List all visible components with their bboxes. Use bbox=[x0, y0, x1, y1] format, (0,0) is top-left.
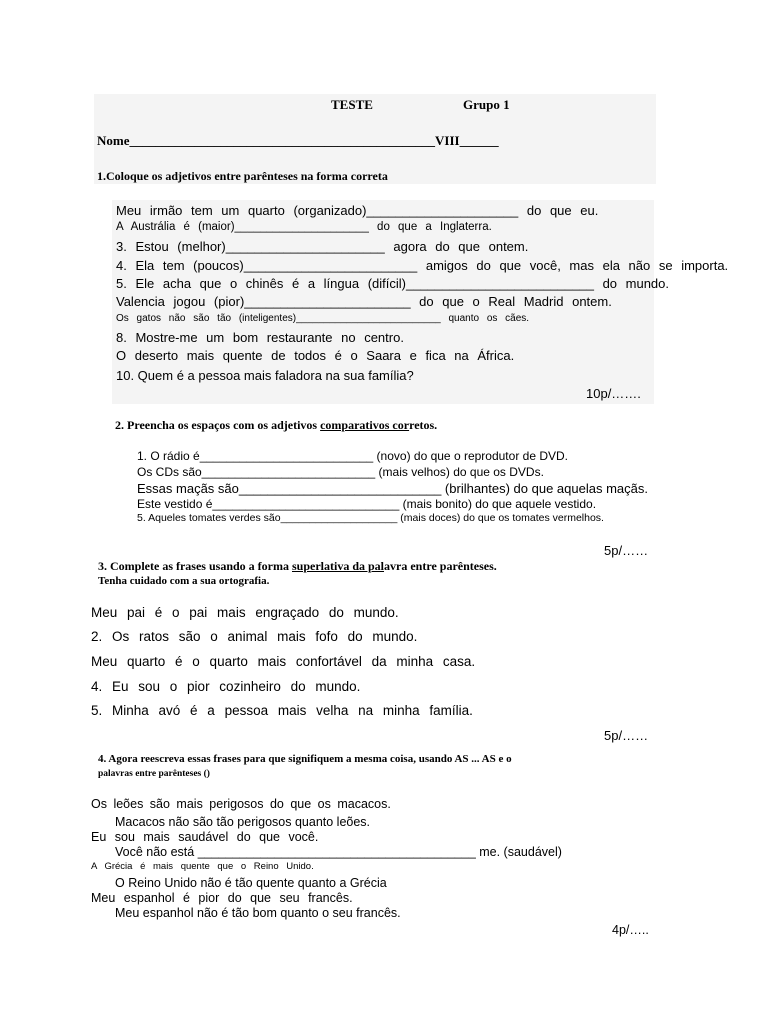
q1-line-6: Valencia jogou (pior)_______________________ do que o Real Madrid ontem. bbox=[116, 294, 612, 309]
q1-line-10: 10. Quem é a pessoa mais faladora na sua família? bbox=[116, 368, 414, 383]
name-row bbox=[97, 133, 499, 149]
q1-title: 1.Coloque os adjetivos entre parênteses na forma correta bbox=[97, 169, 388, 183]
q2-score: 5p/…… bbox=[604, 543, 649, 558]
group-label: Grupo 1 bbox=[463, 97, 510, 112]
q2-line-5: 5. Aqueles tomates verdes são____________________ (mais doces) do que os tomates vermelhos. bbox=[137, 512, 604, 524]
q1-line-9: O deserto mais quente de todos é o Saara e fica na África. bbox=[116, 348, 515, 363]
q4-line-2: Macacos não são tão perigosos quanto leões. bbox=[115, 815, 371, 829]
q3-line-5: 5. Minha avó é a pessoa mais velha na minha família. bbox=[91, 703, 473, 718]
q4-line-6: O Reino Unido não é tão quente quanto a Grécia bbox=[115, 876, 387, 890]
q3-title bbox=[98, 559, 497, 574]
q3-line-3: Meu quarto é o quarto mais confortável da minha casa. bbox=[91, 654, 476, 669]
q2-line-4: Este vestido é____________________________ (mais bonito) do que aquele vestido. bbox=[137, 497, 597, 511]
q2-title bbox=[115, 418, 437, 433]
q3-title-part3: avra entre parênteses. bbox=[384, 559, 497, 573]
q4-title: 4. Agora reescreva essas frases para que signifiquem a mesma coisa, usando AS ... AS e o bbox=[98, 753, 512, 765]
q3-title-underlined: superlativa da pal bbox=[292, 559, 385, 573]
class-label: VIII bbox=[435, 133, 460, 148]
q2-line-3: Essas maçãs são____________________________ (brilhantes) do que aquelas maçãs. bbox=[137, 481, 648, 496]
q4-line-1: Os leões são mais perigosos do que os macacos. bbox=[91, 797, 391, 811]
q2-title-part1: 2. Preencha os espaços com os adjetivos bbox=[115, 418, 321, 432]
q3-subtitle: Tenha cuidado com a sua ortografia. bbox=[98, 575, 270, 587]
q2-title-part3: retos. bbox=[409, 418, 438, 432]
q2-title-underlined: comparativos cor bbox=[320, 418, 410, 432]
q1-score: 10p/……. bbox=[586, 386, 641, 401]
q1-line-2: A Austrália é (maior)_____________________ do que a Inglaterra. bbox=[116, 221, 492, 233]
q3-title-part1: 3. Complete as frases usando a forma bbox=[98, 559, 292, 573]
q4-line-7: Meu espanhol é pior do que seu francês. bbox=[91, 891, 353, 905]
test-title: TESTE bbox=[331, 97, 373, 112]
q4-line-4: Você não está ________________________________________ me. (saudável) bbox=[115, 845, 562, 859]
q4-line-3: Eu sou mais saudável do que você. bbox=[91, 830, 319, 844]
q4-line-5: A Grécia é mais quente que o Reino Unido. bbox=[91, 861, 314, 872]
q1-line-1: Meu irmão tem um quarto (organizado)_____________________ do que eu. bbox=[116, 203, 599, 218]
q1-line-7: Os gatos não são tão (inteligentes)__________________________ quanto os cães. bbox=[116, 313, 530, 324]
q1-line-3: 3. Estou (melhor)______________________ agora do que ontem. bbox=[116, 239, 529, 254]
q1-line-5: 5. Ele acha que o chinês é a língua (difícil)__________________________ do mundo. bbox=[116, 276, 670, 291]
q3-line-4: 4. Eu sou o pior cozinheiro do mundo. bbox=[91, 679, 361, 694]
q4-line-8: Meu espanhol não é tão bom quanto o seu francês. bbox=[115, 906, 401, 920]
name-field[interactable]: _______________________________________________ bbox=[129, 133, 435, 148]
q1-line-4: 4. Ela tem (poucos)________________________ amigos do que você, mas ela não se importa. bbox=[116, 258, 729, 273]
q3-score: 5p/…… bbox=[604, 728, 649, 743]
q1-line-8: 8. Mostre-me um bom restaurante no centro. bbox=[116, 330, 404, 345]
q2-line-1: 1. O rádio é__________________________ (novo) do que o reprodutor de DVD. bbox=[137, 449, 568, 463]
class-field[interactable]: ______ bbox=[459, 133, 499, 148]
q4-score: 4p/….. bbox=[612, 923, 649, 937]
q3-line-1: Meu pai é o pai mais engraçado do mundo. bbox=[91, 605, 399, 620]
q4-subtitle: palavras entre parênteses () bbox=[98, 769, 210, 779]
name-label: Nome bbox=[97, 133, 130, 148]
q3-line-2: 2. Os ratos são o animal mais fofo do mundo. bbox=[91, 629, 418, 644]
q2-line-2: Os CDs são__________________________ (mais velhos) do que os DVDs. bbox=[137, 465, 544, 479]
